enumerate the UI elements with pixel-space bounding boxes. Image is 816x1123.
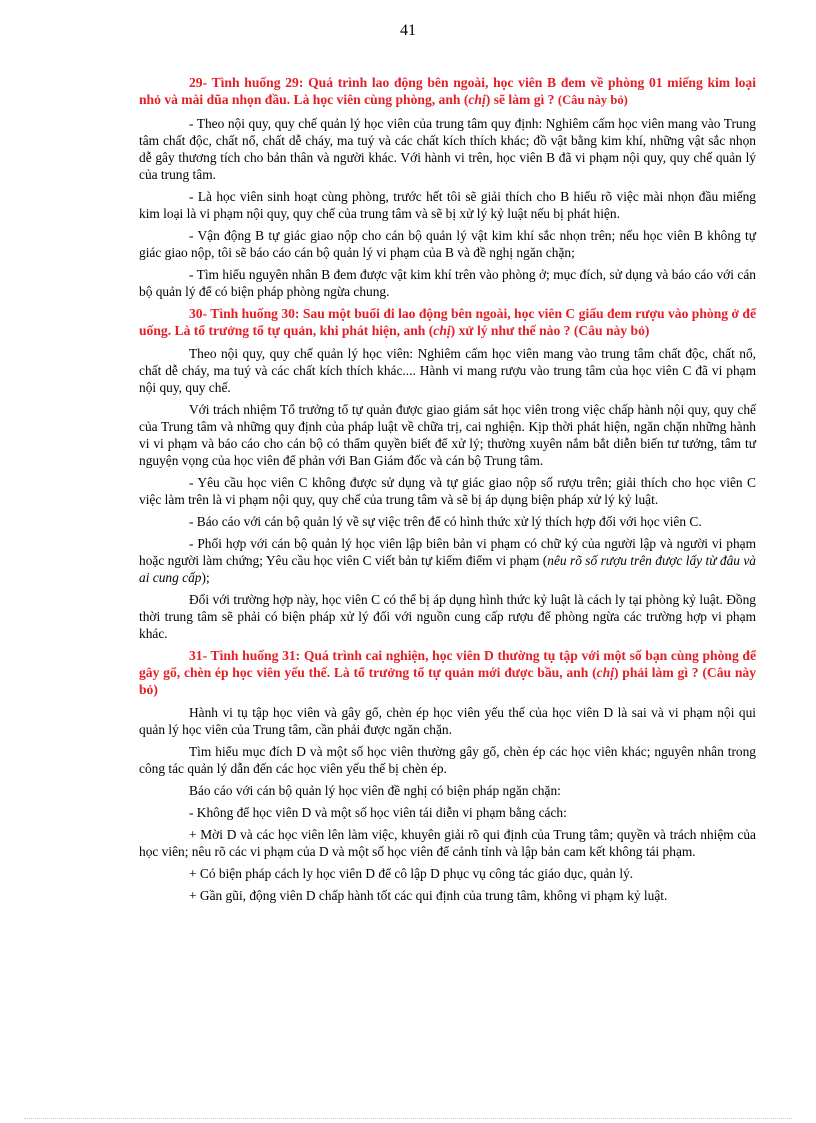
text-fragment: - Phối hợp với cán bộ quản lý học viên lập biên bản vi phạm có chữ ký của người lập và người vi phạm hoặc người làm chứng; Yêu cầu học viên C viết bản tự kiểm điểm vi phạm (	[139, 536, 756, 568]
text-fragment: );	[201, 570, 210, 585]
situation-29-paragraph: - Là học viên sinh hoạt cùng phòng, trước hết tôi sẽ giải thích cho B hiểu rõ việc mài nhọn đầu miếng kim loại là vi phạm nội quy, quy chế của trung tâm và sẽ bị xử lý kỷ luật nếu bị phát hiện.	[139, 189, 756, 221]
situation-30-paragraph: - Yêu cầu học viên C không được sử dụng và tự giác giao nộp số rượu trên; giải thích cho học viên C việc làm trên là vi phạm nội quy, quy chế của trung tâm và sẽ bị áp dụng biện pháp xử lý kỷ luật.	[139, 475, 756, 507]
situation-29-paragraph: - Tìm hiểu nguyên nhân B đem được vật kim khí trên vào phòng ở; mục đích, sử dụng và báo cáo với cán bộ quản lý để có biện pháp phòng ngừa chung.	[139, 267, 756, 299]
text-fragment: 31- Tình huống 31: Quá trình cai nghiện, học viên D thường tụ tập với một số bạn cùng phòng để gây gổ, chèn ép học viên yếu thế. Là tổ trưởng tổ tự quản mới được bầu, anh (	[139, 648, 756, 680]
text-fragment: nêu rõ số rượu trên được lấy từ đâu và ai cung cấp	[139, 553, 757, 585]
text-fragment: ) phải làm gì ? (Câu này bỏ)	[139, 665, 757, 697]
text-fragment: chị	[468, 92, 486, 107]
situation-30-paragraph: Theo nội quy, quy chế quản lý học viên: Nghiêm cấm học viên mang vào trung tâm chất độc, chất nổ, chất dễ cháy, ma tuý và các chất kích thích khác.... Hành vi mang rượu vào trung tâm của học viên C đã vi phạm nội quy, quy chế.	[139, 346, 756, 395]
situation-30-paragraph: - Báo cáo với cán bộ quản lý về sự việc trên để có hình thức xử lý thích hợp đối với học viên C.	[189, 514, 702, 529]
situation-31-paragraph: + Có biện pháp cách ly học viên D để cô lập D phục vụ công tác giáo dục, quản lý.	[189, 866, 634, 881]
situation-31-paragraph: Báo cáo với cán bộ quản lý học viên đề nghị có biện pháp ngăn chặn:	[189, 783, 561, 798]
situation-29-note: (Câu này bỏ)	[557, 93, 628, 107]
situation-31-paragraph: + Gần gũi, động viên D chấp hành tốt các qui định của trung tâm, không vi phạm kỷ luật.	[189, 888, 668, 903]
situation-31-paragraph: Hành vi tụ tập học viên và gây gổ, chèn ép học viên yếu thế của học viên D là sai và vi phạm nội qui quản lý học viên của Trung tâm, cần phải được ngăn chặn.	[139, 705, 756, 737]
situation-29-heading	[139, 74, 756, 109]
situation-30-heading	[139, 305, 756, 339]
text-fragment: ) xử lý như thế nào ? (Câu này bỏ)	[450, 323, 650, 338]
document-body	[139, 70, 756, 909]
text-fragment: chị	[433, 323, 451, 338]
text-fragment: 30- Tình huống 30: Sau một buổi đi lao động bên ngoài, học viên C giấu đem rượu vào phòng ở để uống. Là tổ trưởng tổ tự quản, khi phát hiện, anh (	[139, 306, 756, 338]
text-fragment: 29- Tình huống 29: Quá trình lao động bên ngoài, học viên B đem về phòng 01 miếng kim loại nhỏ và mài dũa nhọn đầu. Là học viên cùng phòng, anh (	[139, 75, 756, 107]
situation-30-paragraph: Đối với trường hợp này, học viên C có thể bị áp dụng hình thức kỷ luật là cách ly tại phòng kỷ luật. Đồng thời trung tâm sẽ phải có biện pháp xử lý đối với nguồn cung cấp rượu để phòng ngừa các trường hợp vi phạm khác.	[139, 592, 756, 641]
situation-29-paragraph: - Theo nội quy, quy chế quản lý học viên của trung tâm quy định: Nghiêm cấm học viên mang vào Trung tâm chất độc, chất nổ, chất dễ cháy, ma tuý và các chất kích thích khác; đồ vật bằng kim khí, những vật sắc nhọn dễ gây thương tích cho bản thân và người khác. Với hành vi trên, học viên B đã vi phạm nội quy, quy chế quản lý của trung tâm.	[139, 116, 756, 182]
situation-31-heading	[139, 647, 756, 698]
text-fragment: ) sẽ làm gì ?	[485, 92, 555, 107]
situation-31-paragraph: + Mời D và các học viên lên làm việc, khuyên giải rõ qui định của Trung tâm; quyền và trách nhiệm của học viên; nêu rõ các vi phạm của D và một số học viên để cảnh tỉnh và lập bản cam kết không tái phạm.	[139, 827, 756, 859]
situation-29-paragraph: - Vận động B tự giác giao nộp cho cán bộ quản lý vật kim khí sắc nhọn trên; nếu học viên B không tự giác giao nộp, tôi sẽ báo cáo cán bộ quản lý vi phạm của B và đề nghị ngăn chặn;	[139, 228, 756, 260]
situation-31-paragraph: Tìm hiểu mục đích D và một số học viên thường gây gổ, chèn ép các học viên khác; nguyên nhân trong công tác quản lý dẫn đến các học viên yếu thế bị chèn ép.	[139, 744, 756, 776]
page-number: 41	[400, 22, 416, 39]
page-bottom-divider	[24, 1118, 792, 1119]
situation-31-paragraph: - Không để học viên D và một số học viên tái diễn vi phạm bằng cách:	[189, 805, 567, 820]
text-fragment: chị	[596, 665, 614, 680]
situation-30-paragraph	[139, 535, 756, 586]
situation-30-paragraph: Với trách nhiệm Tổ trưởng tổ tự quản được giao giám sát học viên trong việc chấp hành nội quy, quy chế của Trung tâm và những quy định của pháp luật về chữa trị, cai nghiện. Kịp thời phát hiện, ngăn chặn những hành vi vi phạm và báo cáo cho cán bộ có thẩm quyền biết để xử lý; thường xuyên nắm bắt diễn biến tư tưởng, tâm tư nguyện vọng của học viên để phản với Ban Giám đốc và cán bộ Trung tâm.	[139, 402, 756, 468]
